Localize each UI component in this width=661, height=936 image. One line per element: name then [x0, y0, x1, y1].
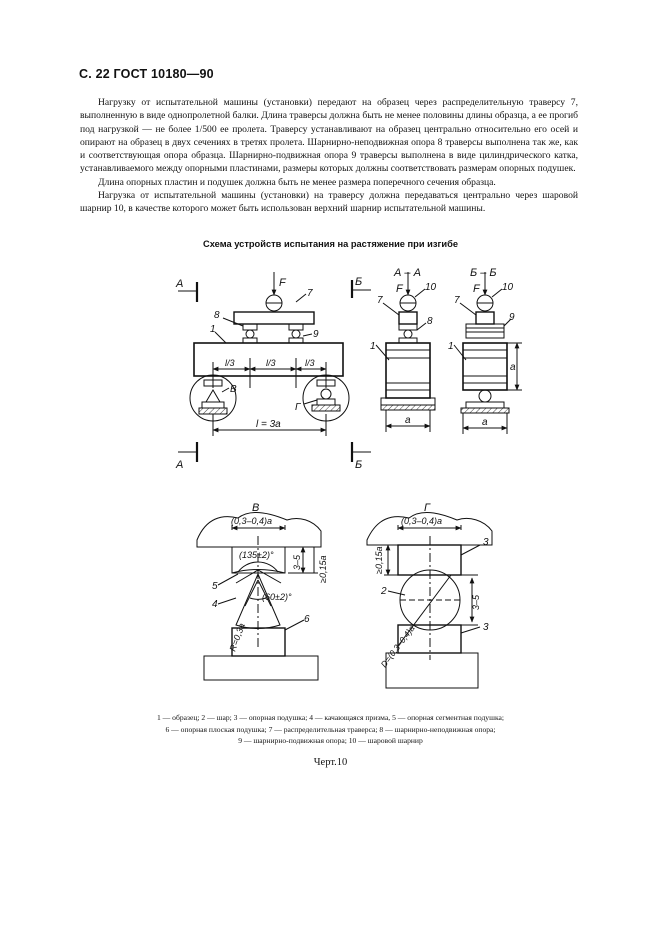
label-detail-g-main: Г: [295, 402, 301, 413]
label-a-bb-vertical: a: [510, 362, 516, 373]
label-force-main: F: [279, 277, 286, 289]
label-10-aa: 10: [425, 282, 437, 293]
label-angle-prism: (60±2)°: [262, 592, 292, 602]
label-3-g-top: 3: [483, 537, 489, 548]
label-detail-v-main: В: [230, 384, 237, 395]
legend-line-3: 9 — шарнирно-подвижная опора; 10 — шаровой шарнир: [238, 736, 423, 745]
label-7-bb: 7: [454, 295, 460, 306]
label-pad-thick-v: ≥0,15a: [318, 555, 328, 583]
legend-line-1: 1 — образец; 2 — шар; 3 — опорная подушка; 4 — качающаяся призма, 5 — опорная сегментная подушка;: [156, 713, 505, 722]
label-radius: R=0,3a: [227, 621, 247, 653]
figure-caption: Черт.10: [313, 757, 348, 768]
label-force-aa: F: [396, 283, 403, 295]
label-a-aa: a: [405, 415, 411, 426]
label-pad-width-v: (0,3–0,4)a: [231, 516, 273, 526]
label-1-aa: 1: [370, 341, 376, 352]
label-4-v: 4: [212, 599, 218, 610]
label-third-2: l/3: [266, 358, 276, 368]
label-10-bb: 10: [502, 282, 514, 293]
label-detail-g: Г: [424, 502, 430, 514]
label-2-g: 2: [381, 586, 387, 597]
scheme-title: Схема устройств испытания на растяжение при изгибе: [203, 239, 458, 249]
label-7-main: 7: [307, 288, 313, 299]
label-6-v: 6: [304, 614, 310, 625]
label-3-g-bottom: 3: [483, 622, 489, 633]
label-angle-top: (135±2)°: [239, 550, 274, 560]
legend: [0, 712, 661, 747]
label-a-bb: a: [482, 417, 488, 428]
label-section-a-top: А: [176, 278, 184, 290]
label-gap-g: 3–5: [471, 594, 481, 610]
label-8-main: 8: [214, 310, 220, 321]
view-a-a: [370, 267, 437, 432]
main-elevation-view: [175, 272, 349, 471]
view-b-b: [448, 267, 522, 434]
label-view-bb: Б – Б: [470, 267, 497, 279]
paragraph-2: Длина опорных пластин и подушек должна быть не менее размера поперечного сечения образца.: [98, 176, 496, 188]
label-9-bb: 9: [509, 312, 515, 323]
label-pad-width-g: (0,3–0,4)a: [401, 516, 443, 526]
label-section-b-bottom: Б: [355, 459, 363, 471]
label-5-v: 5: [212, 581, 218, 592]
label-8-aa: 8: [427, 316, 433, 327]
label-section-b-top: Б: [355, 276, 363, 288]
detail-v: [197, 502, 328, 680]
label-force-bb: F: [473, 283, 480, 295]
detail-g: [367, 502, 492, 688]
paragraph-3: Нагрузка от испытательной машины (установки) на траверсу должна передаваться центрально через шаровой шарнир 10, в качестве которого может быть использован верхний шарнир испытательной машины.: [80, 190, 578, 215]
distribution-traverse: [234, 312, 314, 324]
label-pad-thick-g: ≥0,15a: [374, 546, 384, 574]
label-third-3: l/3: [305, 358, 315, 368]
label-view-aa: А – А: [394, 267, 421, 279]
label-1-bb: 1: [448, 341, 454, 352]
page-header: С. 22 ГОСТ 10180—90: [79, 67, 214, 81]
label-9-main: 9: [313, 329, 319, 340]
section-b-marks: [352, 276, 371, 471]
label-diameter: D=(0,3–0,4)a: [378, 623, 417, 670]
label-span: l = 3a: [256, 419, 281, 430]
label-third-1: l/3: [225, 358, 235, 368]
label-7-aa: 7: [377, 295, 383, 306]
label-section-a-bottom: А: [176, 459, 184, 471]
paragraph-1: Нагрузку от испытательной машины (установки) передают на образец через распределительную траверсу 7, выполненную в виде однопролетной балки. Длина траверсы должна быть не менее половины длины образца, а ее прогиб под нагрузкой — не более 1/500 ее пролета. Траверсу устанавливают на образец центрально относительно его осей и опирают на образец в двух сечениях в третях пролета. Шарнирно-неподвижная опора 8 траверсы выполнена так же, как и соответствующая опора образца. Шарнирно-подвижная опора 9 траверсы выполнена в виде цилиндрического катка, устанавливаемого между опорными пластинами, размеры которых должны соответствовать размерам опорных подушек.: [80, 97, 578, 175]
label-1-main: 1: [210, 324, 216, 335]
label-detail-v: В: [252, 502, 260, 514]
label-gap-v: 3–5: [292, 554, 302, 570]
legend-line-2: 6 — опорная плоская подушка; 7 — распределительная траверса; 8 — шарнирно-неподвижная опора;: [165, 724, 496, 734]
